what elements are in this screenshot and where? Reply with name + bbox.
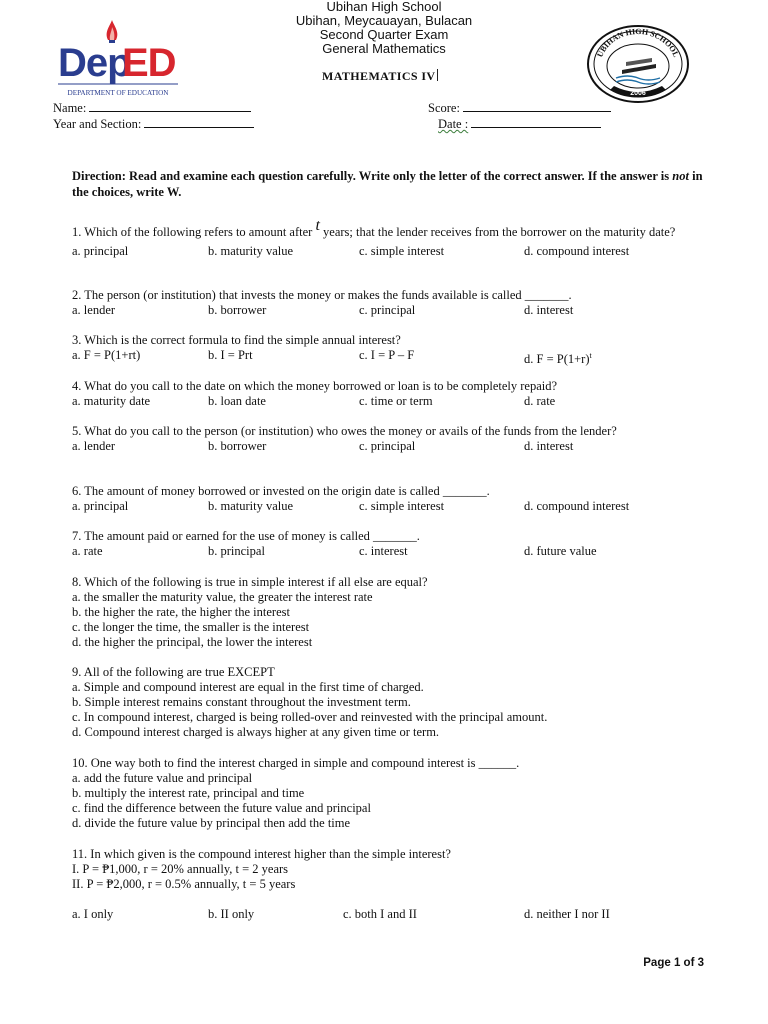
score-blank[interactable] [463, 100, 611, 112]
text-cursor [437, 69, 438, 81]
option-d: d. future value [524, 544, 597, 558]
option-d: d. neither I nor II [524, 907, 610, 921]
question-4 [72, 379, 712, 409]
option-row [72, 544, 712, 559]
question-stem: 5. What do you call to the person (or institution) who owes the money or avails of the funds from the lender? [72, 424, 617, 438]
option-a: a. the smaller the maturity value, the greater the interest rate [72, 590, 373, 604]
option-d: d. rate [524, 394, 556, 408]
school-seal-graphic [586, 24, 690, 104]
option-b: b. principal [208, 544, 265, 558]
option-d: d. the higher the principal, the lower the interest [72, 635, 313, 649]
question-stem: 11. In which given is the compound interest higher than the simple interest? [72, 847, 451, 861]
question-10 [72, 756, 712, 831]
option-a: a. lender [72, 439, 116, 453]
question-stem: 10. One way both to find the interest charged in simple and compound interest is ______. [72, 756, 520, 770]
svg-text:ED: ED [122, 41, 176, 85]
question-stem: 6. The amount of money borrowed or invested on the origin date is called _______. [72, 484, 490, 498]
option-b: b. maturity value [208, 499, 294, 513]
option-a: a. F = P(1+rt) [72, 348, 141, 362]
question-5 [72, 424, 712, 454]
date-label: Date : [438, 117, 469, 131]
year-section-blank[interactable] [144, 116, 254, 128]
name-label: Name: [53, 101, 87, 115]
question-stem: 1. Which of the following refers to amount after t years; that the lender receives from the borrower on the maturity date? [72, 217, 676, 239]
direction-text: Direction: Read and examine each question carefully. Write only the letter of the correct answer. If the answer is not in the choices, write W. [72, 169, 703, 199]
question-1 [72, 214, 712, 259]
option-b: b. Simple interest remains constant throughout the investment term. [72, 695, 411, 709]
deped-subtitle: DEPARTMENT OF EDUCATION [67, 89, 169, 97]
course-title: General Mathematics [322, 41, 446, 56]
date-blank[interactable] [471, 116, 601, 128]
option-row [72, 499, 712, 514]
question-stem: 2. The person (or institution) that invests the money or makes the funds available is called _______. [72, 288, 572, 302]
question-stem: 8. Which of the following is true in simple interest if all else are equal? [72, 575, 428, 589]
question-stem: 7. The amount paid or earned for the use of money is called _______. [72, 529, 420, 543]
option-a: a. I only [72, 907, 114, 921]
given-i: I. P = ₱1,000, r = 20% annually, t = 2 years [72, 862, 289, 876]
subject-title: MATHEMATICS IV [322, 69, 436, 83]
svg-text:2006: 2006 [630, 90, 646, 97]
page-number: Page 1 of 3 [643, 957, 704, 969]
option-c: c. the longer the time, the smaller is the interest [72, 620, 310, 634]
option-b: b. the higher the rate, the higher the interest [72, 605, 290, 619]
option-a: a. principal [72, 499, 129, 513]
option-row [72, 394, 712, 409]
question-stem: 4. What do you call to the date on which the money borrowed or loan is to be completely repaid? [72, 379, 558, 393]
svg-text:Dep: Dep [58, 41, 131, 85]
question-3 [72, 333, 712, 367]
score-field [428, 100, 611, 116]
school-address: Ubihan, Meycauayan, Bulacan [295, 13, 473, 28]
date-field [438, 116, 601, 132]
option-a: a. Simple and compound interest are equal in the first time of charged. [72, 680, 424, 694]
given-ii: II. P = ₱2,000, r = 0.5% annually, t = 5 years [72, 877, 296, 891]
school-seal [586, 24, 690, 104]
school-name: Ubihan High School [326, 0, 442, 14]
question-8 [72, 575, 712, 650]
option-c: c. simple interest [359, 499, 445, 513]
option-b: b. I = Prt [208, 348, 253, 362]
exam-title: Second Quarter Exam [319, 27, 449, 42]
option-c: c. interest [359, 544, 408, 558]
option-c: c. In compound interest, charged is being rolled-over and reinvested with the principal amount. [72, 710, 548, 724]
option-b: b. borrower [208, 439, 267, 453]
option-row [72, 907, 712, 922]
option-a: a. add the future value and principal [72, 771, 253, 785]
option-b: b. maturity value [208, 244, 294, 258]
option-a: a. principal [72, 244, 129, 258]
option-d: d. compound interest [524, 244, 630, 258]
question-2 [72, 288, 712, 318]
option-c: c. both I and II [343, 907, 417, 921]
time-variable: t [315, 217, 320, 234]
question-11 [72, 847, 712, 922]
option-d: d. compound interest [524, 499, 630, 513]
option-d: d. $F = P(1+r)^t$ [524, 351, 592, 367]
option-row [72, 303, 712, 318]
option-a: a. rate [72, 544, 103, 558]
deped-logo-graphic [56, 18, 180, 102]
option-b: b. multiply the interest rate, principal and time [72, 786, 305, 800]
option-c: c. simple interest [359, 244, 445, 258]
question-7 [72, 529, 712, 559]
option-c: c. time or term [359, 394, 433, 408]
question-stem: 3. Which is the correct formula to find the simple annual interest? [72, 333, 401, 347]
option-row [72, 348, 712, 367]
year-section-label: Year and Section: [53, 117, 142, 131]
option-c: c. principal [359, 303, 416, 317]
option-row [72, 244, 712, 259]
option-b: b. II only [208, 907, 255, 921]
option-c: c. principal [359, 439, 416, 453]
score-label: Score: [428, 101, 460, 115]
question-9 [72, 665, 712, 740]
name-blank[interactable] [89, 100, 251, 112]
option-b: b. borrower [208, 303, 267, 317]
option-d: d. interest [524, 303, 574, 317]
option-d: d. Compound interest charged is always higher at any given time or term. [72, 725, 440, 739]
question-stem: 9. All of the following are true EXCEPT [72, 665, 275, 679]
option-b: b. loan date [208, 394, 266, 408]
deped-logo [56, 18, 180, 102]
name-field [53, 100, 251, 116]
option-a: a. lender [72, 303, 116, 317]
option-d: d. interest [524, 439, 574, 453]
direction-emphasis: not [672, 169, 689, 183]
option-c: c. find the difference between the future value and principal [72, 801, 371, 815]
year-section-field [53, 116, 254, 132]
option-c: c. I = P – F [359, 348, 415, 362]
option-d: d. divide the future value by principal then add the time [72, 816, 351, 830]
option-a: a. maturity date [72, 394, 151, 408]
svg-text:UBIHAN HIGH SCHOOL: UBIHAN HIGH SCHOOL [595, 26, 681, 59]
question-6 [72, 484, 712, 514]
option-row [72, 439, 712, 454]
